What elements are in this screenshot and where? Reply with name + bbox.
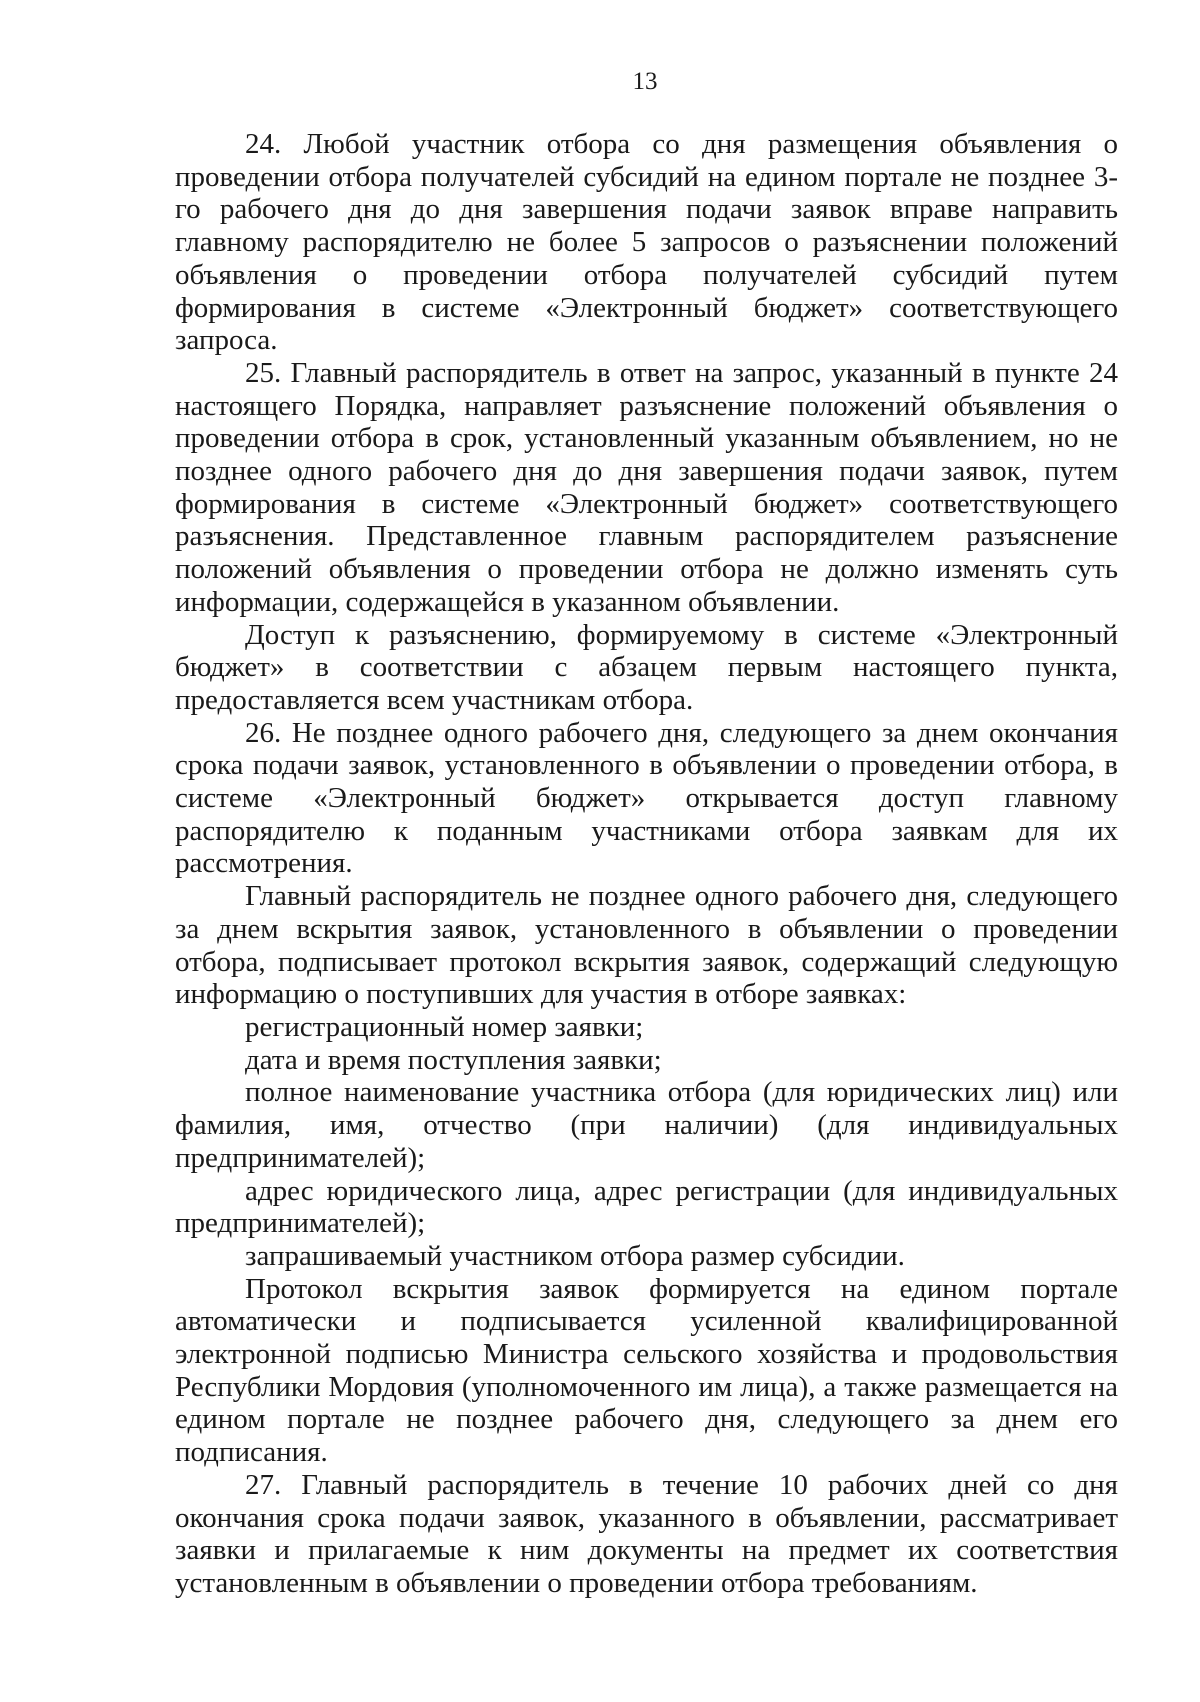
list-item-date-time: дата и время поступления заявки;: [245, 1043, 662, 1076]
paragraph-26: 26. Не позднее одного рабочего дня, следующего за днем окончания срока подачи заявок, установленного в объявлении о проведении отбора, в системе «Электронный бюджет» открывается доступ главному распорядителю к поданным участниками отбора заявкам для их рассмотрения.: [175, 716, 1118, 880]
list-item-registration-number: регистрационный номер заявки;: [245, 1010, 644, 1043]
list-item-full-name: полное наименование участника отбора (для юридических лиц) или фамилия, имя, отчество (при наличии) (для индивидуальных предпринимателей);: [175, 1076, 1118, 1174]
paragraph-25-access: Доступ к разъяснению, формируемому в системе «Электронный бюджет» в соответствии с абзацем первым настоящего пункта, предоставляется всем участникам отбора.: [175, 618, 1118, 716]
list-item-subsidy-amount: запрашиваемый участником отбора размер субсидии.: [245, 1239, 905, 1272]
paragraph-24: 24. Любой участник отбора со дня размещения объявления о проведении отбора получателей субсидий на едином портале не позднее 3-го рабочего дня до дня завершения подачи заявок вправе направить главному распорядителю не более 5 запросов о разъяснении положений объявления о проведении отбора получателей субсидий путем формирования в системе «Электронный бюджет» соответствующего запроса.: [175, 128, 1118, 357]
page-number: 13: [632, 68, 658, 95]
document-body: [175, 128, 1118, 1600]
list-item-address: адрес юридического лица, адрес регистрации (для индивидуальных предпринимателей);: [175, 1174, 1118, 1240]
paragraph-25: 25. Главный распорядитель в ответ на запрос, указанный в пункте 24 настоящего Порядка, направляет разъяснение положений объявления о проведении отбора в срок, установленный указанным объявлением, но не позднее одного рабочего дня до дня завершения подачи заявок, путем формирования в системе «Электронный бюджет» соответствующего разъяснения. Представленное главным распорядителем разъяснение положений объявления о проведении отбора не должно изменять суть информации, содержащейся в указанном объявлении.: [175, 356, 1118, 618]
paragraph-27: 27. Главный распорядитель в течение 10 рабочих дней со дня окончания срока подачи заявок, указанного в объявлении, рассматривает заявки и прилагаемые к ним документы на предмет их соответствия установленным в объявлении о проведении отбора требованиям.: [175, 1468, 1118, 1599]
paragraph-26-protocol: Главный распорядитель не позднее одного рабочего дня, следующего за днем вскрытия заявок, установленного в объявлении о проведении отбора, подписывает протокол вскрытия заявок, содержащий следующую информацию о поступивших для участия в отборе заявках:: [175, 880, 1118, 1011]
paragraph-26-protocol-signing: Протокол вскрытия заявок формируется на едином портале автоматически и подписывается усиленной квалифицированной электронной подписью Министра сельского хозяйства и продовольствия Республики Мордовия (уполномоченного им лица), а также размещается на едином портале не позднее рабочего дня, следующего за днем его подписания.: [175, 1272, 1118, 1469]
